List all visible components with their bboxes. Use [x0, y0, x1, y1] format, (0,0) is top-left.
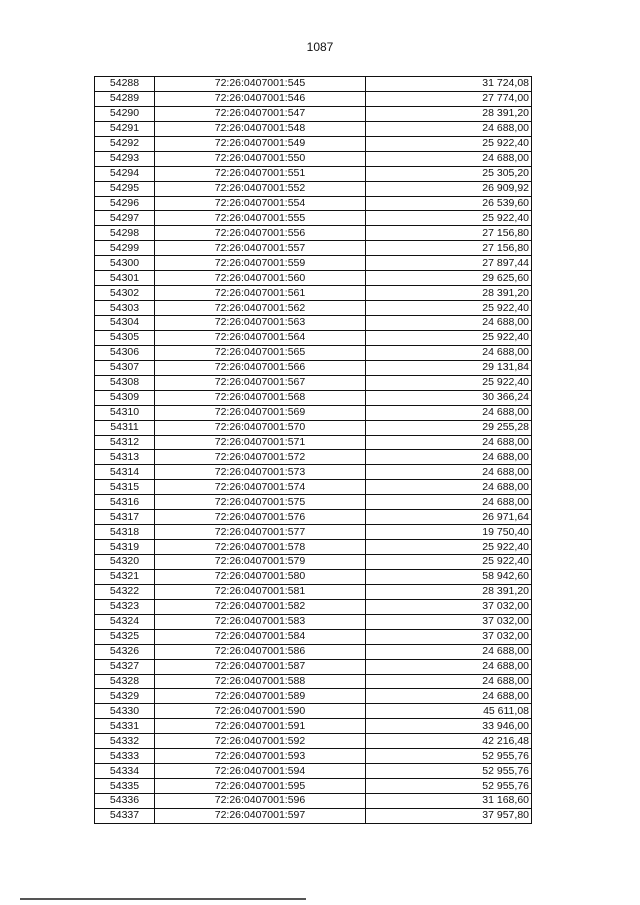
- cadastral-value-cell: 24 688,00: [366, 435, 532, 450]
- table-row: [95, 525, 532, 540]
- cadastral-number-cell: 72:26:0407001:564: [155, 330, 366, 345]
- row-number-cell: 54317: [95, 510, 155, 525]
- cadastral-number-cell: 72:26:0407001:589: [155, 689, 366, 704]
- cadastral-value-cell: 27 774,00: [366, 91, 532, 106]
- row-number-cell: 54309: [95, 390, 155, 405]
- cadastral-number-cell: 72:26:0407001:549: [155, 136, 366, 151]
- row-number-cell: 54331: [95, 719, 155, 734]
- cadastral-number-cell: 72:26:0407001:571: [155, 435, 366, 450]
- row-number-cell: 54337: [95, 808, 155, 823]
- table-row: [95, 689, 532, 704]
- cadastral-number-cell: 72:26:0407001:581: [155, 584, 366, 599]
- cadastral-value-cell: 24 688,00: [366, 465, 532, 480]
- row-number-cell: 54291: [95, 121, 155, 136]
- table-row: [95, 510, 532, 525]
- table-row: [95, 181, 532, 196]
- table-row: [95, 674, 532, 689]
- cadastral-number-cell: 72:26:0407001:552: [155, 181, 366, 196]
- row-number-cell: 54290: [95, 106, 155, 121]
- row-number-cell: 54300: [95, 256, 155, 271]
- row-number-cell: 54294: [95, 166, 155, 181]
- cadastral-value-cell: 37 957,80: [366, 808, 532, 823]
- cadastral-value-cell: 25 922,40: [366, 211, 532, 226]
- row-number-cell: 54289: [95, 91, 155, 106]
- cadastral-number-cell: 72:26:0407001:580: [155, 569, 366, 584]
- table-row: [95, 241, 532, 256]
- table-row: [95, 808, 532, 823]
- table-row: [95, 256, 532, 271]
- cadastral-value-cell: 37 032,00: [366, 629, 532, 644]
- cadastral-value-cell: 24 688,00: [366, 345, 532, 360]
- cadastral-number-cell: 72:26:0407001:562: [155, 301, 366, 316]
- cadastral-number-cell: 72:26:0407001:577: [155, 525, 366, 540]
- cadastral-number-cell: 72:26:0407001:578: [155, 540, 366, 555]
- row-number-cell: 54315: [95, 480, 155, 495]
- cadastral-number-cell: 72:26:0407001:568: [155, 390, 366, 405]
- table-row: [95, 734, 532, 749]
- table-row: [95, 719, 532, 734]
- cadastral-value-cell: 26 971,64: [366, 510, 532, 525]
- cadastral-number-cell: 72:26:0407001:559: [155, 256, 366, 271]
- table-body: [95, 77, 532, 824]
- table-row: [95, 450, 532, 465]
- row-number-cell: 54333: [95, 749, 155, 764]
- table-row: [95, 286, 532, 301]
- row-number-cell: 54297: [95, 211, 155, 226]
- table-row: [95, 316, 532, 331]
- table-row: [95, 345, 532, 360]
- table-row: [95, 226, 532, 241]
- row-number-cell: 54302: [95, 286, 155, 301]
- table-row: [95, 121, 532, 136]
- cadastral-value-cell: 52 955,76: [366, 779, 532, 794]
- cadastral-number-cell: 72:26:0407001:588: [155, 674, 366, 689]
- row-number-cell: 54304: [95, 316, 155, 331]
- cadastral-number-cell: 72:26:0407001:551: [155, 166, 366, 181]
- cadastral-value-cell: 25 922,40: [366, 555, 532, 570]
- scan-edge-line: [20, 898, 306, 900]
- cadastral-value-cell: 28 391,20: [366, 286, 532, 301]
- cadastral-value-cell: 45 611,08: [366, 704, 532, 719]
- row-number-cell: 54305: [95, 330, 155, 345]
- row-number-cell: 54298: [95, 226, 155, 241]
- page-number: 1087: [306, 40, 334, 54]
- cadastral-number-cell: 72:26:0407001:592: [155, 734, 366, 749]
- cadastral-value-cell: 27 156,80: [366, 241, 532, 256]
- cadastral-value-cell: 52 955,76: [366, 749, 532, 764]
- row-number-cell: 54321: [95, 569, 155, 584]
- row-number-cell: 54312: [95, 435, 155, 450]
- row-number-cell: 54334: [95, 764, 155, 779]
- row-number-cell: 54316: [95, 495, 155, 510]
- cadastral-number-cell: 72:26:0407001:567: [155, 375, 366, 390]
- row-number-cell: 54301: [95, 271, 155, 286]
- table-row: [95, 106, 532, 121]
- cadastral-value-cell: 24 688,00: [366, 316, 532, 331]
- row-number-cell: 54320: [95, 555, 155, 570]
- row-number-cell: 54296: [95, 196, 155, 211]
- row-number-cell: 54318: [95, 525, 155, 540]
- table-row: [95, 764, 532, 779]
- row-number-cell: 54306: [95, 345, 155, 360]
- cadastral-number-cell: 72:26:0407001:595: [155, 779, 366, 794]
- cadastral-value-cell: 29 625,60: [366, 271, 532, 286]
- table-row: [95, 629, 532, 644]
- table-row: [95, 480, 532, 495]
- cadastral-value-cell: 24 688,00: [366, 151, 532, 166]
- row-number-cell: 54329: [95, 689, 155, 704]
- cadastral-value-cell: 26 909,92: [366, 181, 532, 196]
- cadastral-value-cell: 27 156,80: [366, 226, 532, 241]
- table-row: [95, 614, 532, 629]
- row-number-cell: 54328: [95, 674, 155, 689]
- row-number-cell: 54303: [95, 301, 155, 316]
- table-row: [95, 360, 532, 375]
- cadastral-value-cell: 33 946,00: [366, 719, 532, 734]
- cadastral-value-cell: 31 168,60: [366, 794, 532, 809]
- cadastral-number-cell: 72:26:0407001:565: [155, 345, 366, 360]
- cadastral-value-cell: 31 724,08: [366, 77, 532, 92]
- row-number-cell: 54335: [95, 779, 155, 794]
- cadastral-value-cell: 52 955,76: [366, 764, 532, 779]
- cadastral-number-cell: 72:26:0407001:546: [155, 91, 366, 106]
- table-row: [95, 405, 532, 420]
- table-row: [95, 465, 532, 480]
- row-number-cell: 54292: [95, 136, 155, 151]
- cadastral-number-cell: 72:26:0407001:573: [155, 465, 366, 480]
- cadastral-value-cell: 30 366,24: [366, 390, 532, 405]
- cadastral-value-cell: 24 688,00: [366, 450, 532, 465]
- row-number-cell: 54295: [95, 181, 155, 196]
- cadastral-number-cell: 72:26:0407001:548: [155, 121, 366, 136]
- table-row: [95, 599, 532, 614]
- cadastral-number-cell: 72:26:0407001:594: [155, 764, 366, 779]
- row-number-cell: 54299: [95, 241, 155, 256]
- table-row: [95, 77, 532, 92]
- cadastral-number-cell: 72:26:0407001:575: [155, 495, 366, 510]
- row-number-cell: 54332: [95, 734, 155, 749]
- table-row: [95, 794, 532, 809]
- table-row: [95, 779, 532, 794]
- cadastral-number-cell: 72:26:0407001:561: [155, 286, 366, 301]
- cadastral-number-cell: 72:26:0407001:572: [155, 450, 366, 465]
- cadastral-number-cell: 72:26:0407001:557: [155, 241, 366, 256]
- cadastral-value-cell: 24 688,00: [366, 405, 532, 420]
- cadastral-number-cell: 72:26:0407001:576: [155, 510, 366, 525]
- cadastral-value-cell: 25 922,40: [366, 375, 532, 390]
- cadastral-value-cell: 25 922,40: [366, 330, 532, 345]
- table-row: [95, 375, 532, 390]
- cadastral-number-cell: 72:26:0407001:584: [155, 629, 366, 644]
- table-row: [95, 271, 532, 286]
- row-number-cell: 54327: [95, 659, 155, 674]
- table-row: [95, 584, 532, 599]
- row-number-cell: 54314: [95, 465, 155, 480]
- row-number-cell: 54288: [95, 77, 155, 92]
- row-number-cell: 54311: [95, 420, 155, 435]
- cadastral-number-cell: 72:26:0407001:556: [155, 226, 366, 241]
- cadastral-number-cell: 72:26:0407001:555: [155, 211, 366, 226]
- row-number-cell: 54330: [95, 704, 155, 719]
- cadastral-value-cell: 25 305,20: [366, 166, 532, 181]
- table-row: [95, 136, 532, 151]
- row-number-cell: 54307: [95, 360, 155, 375]
- table-row: [95, 540, 532, 555]
- cadastral-value-cell: 27 897,44: [366, 256, 532, 271]
- table-row: [95, 495, 532, 510]
- row-number-cell: 54336: [95, 794, 155, 809]
- cadastral-value-cell: 24 688,00: [366, 689, 532, 704]
- cadastral-number-cell: 72:26:0407001:590: [155, 704, 366, 719]
- cadastral-number-cell: 72:26:0407001:587: [155, 659, 366, 674]
- row-number-cell: 54310: [95, 405, 155, 420]
- cadastral-value-cell: 24 688,00: [366, 480, 532, 495]
- cadastral-number-cell: 72:26:0407001:563: [155, 316, 366, 331]
- cadastral-value-cell: 42 216,48: [366, 734, 532, 749]
- table-row: [95, 166, 532, 181]
- row-number-cell: 54322: [95, 584, 155, 599]
- cadastral-value-cell: 24 688,00: [366, 121, 532, 136]
- row-number-cell: 54326: [95, 644, 155, 659]
- cadastral-number-cell: 72:26:0407001:582: [155, 599, 366, 614]
- table-row: [95, 211, 532, 226]
- row-number-cell: 54324: [95, 614, 155, 629]
- cadastral-value-cell: 28 391,20: [366, 584, 532, 599]
- cadastral-value-cell: 26 539,60: [366, 196, 532, 211]
- table-row: [95, 151, 532, 166]
- row-number-cell: 54308: [95, 375, 155, 390]
- cadastral-value-cell: 29 131,84: [366, 360, 532, 375]
- cadastral-value-cell: 37 032,00: [366, 599, 532, 614]
- cadastral-value-cell: 24 688,00: [366, 495, 532, 510]
- row-number-cell: 54293: [95, 151, 155, 166]
- cadastral-value-cell: 19 750,40: [366, 525, 532, 540]
- cadastral-value-cell: 24 688,00: [366, 674, 532, 689]
- cadastral-value-table: [94, 76, 532, 824]
- cadastral-number-cell: 72:26:0407001:570: [155, 420, 366, 435]
- cadastral-number-cell: 72:26:0407001:545: [155, 77, 366, 92]
- cadastral-number-cell: 72:26:0407001:569: [155, 405, 366, 420]
- table-row: [95, 330, 532, 345]
- cadastral-number-cell: 72:26:0407001:597: [155, 808, 366, 823]
- cadastral-number-cell: 72:26:0407001:554: [155, 196, 366, 211]
- table-row: [95, 704, 532, 719]
- cadastral-number-cell: 72:26:0407001:591: [155, 719, 366, 734]
- cadastral-value-cell: 24 688,00: [366, 659, 532, 674]
- row-number-cell: 54323: [95, 599, 155, 614]
- table-row: [95, 569, 532, 584]
- cadastral-value-cell: 28 391,20: [366, 106, 532, 121]
- cadastral-value-cell: 25 922,40: [366, 136, 532, 151]
- cadastral-number-cell: 72:26:0407001:593: [155, 749, 366, 764]
- table-row: [95, 644, 532, 659]
- cadastral-number-cell: 72:26:0407001:583: [155, 614, 366, 629]
- table-row: [95, 659, 532, 674]
- cadastral-value-cell: 25 922,40: [366, 540, 532, 555]
- row-number-cell: 54319: [95, 540, 155, 555]
- cadastral-number-cell: 72:26:0407001:547: [155, 106, 366, 121]
- cadastral-value-cell: 24 688,00: [366, 644, 532, 659]
- table-row: [95, 420, 532, 435]
- cadastral-value-cell: 25 922,40: [366, 301, 532, 316]
- table-row: [95, 390, 532, 405]
- cadastral-number-cell: 72:26:0407001:579: [155, 555, 366, 570]
- table-row: [95, 749, 532, 764]
- table-row: [95, 435, 532, 450]
- cadastral-number-cell: 72:26:0407001:566: [155, 360, 366, 375]
- cadastral-number-cell: 72:26:0407001:596: [155, 794, 366, 809]
- table-row: [95, 196, 532, 211]
- table-row: [95, 301, 532, 316]
- cadastral-number-cell: 72:26:0407001:586: [155, 644, 366, 659]
- cadastral-value-cell: 37 032,00: [366, 614, 532, 629]
- cadastral-value-cell: 29 255,28: [366, 420, 532, 435]
- table-row: [95, 91, 532, 106]
- row-number-cell: 54325: [95, 629, 155, 644]
- cadastral-number-cell: 72:26:0407001:550: [155, 151, 366, 166]
- cadastral-number-cell: 72:26:0407001:560: [155, 271, 366, 286]
- cadastral-number-cell: 72:26:0407001:574: [155, 480, 366, 495]
- table-row: [95, 555, 532, 570]
- row-number-cell: 54313: [95, 450, 155, 465]
- cadastral-value-cell: 58 942,60: [366, 569, 532, 584]
